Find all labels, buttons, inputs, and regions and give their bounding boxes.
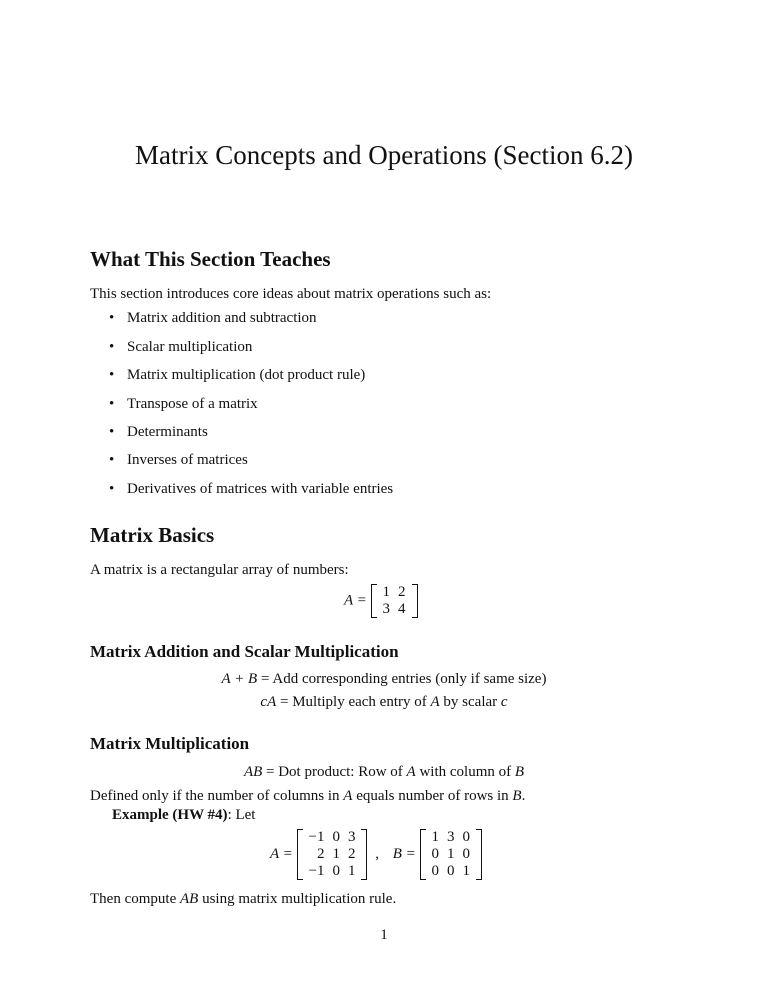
scalar-rule: cA = Multiply each entry of A by scalar c	[260, 694, 508, 710]
list-item: • Scalar multiplication	[112, 339, 252, 356]
list-item: • Matrix addition and subtraction	[112, 310, 317, 327]
matrix-table: 1 2 3 4	[382, 584, 406, 617]
section-intro: This section introduces core ideas about matrix operations such as:	[90, 286, 492, 302]
matrix-A	[297, 829, 368, 880]
section-heading-what-this-section-teaches: What This Section Teaches	[90, 247, 331, 271]
matrix-A	[371, 584, 418, 618]
example-matrices	[270, 829, 482, 880]
example-conclusion: Then compute AB using matrix multiplication rule.	[90, 891, 397, 907]
matrix-table: −1 0 3 2 1 2 −1 0 1	[308, 829, 356, 879]
right-bracket	[361, 829, 367, 880]
matrix-a-display	[344, 584, 418, 618]
list-item: • Transpose of a matrix	[112, 396, 258, 413]
section-heading-addition-scalar: Matrix Addition and Scalar Multiplication	[90, 642, 399, 661]
matrix-label: A =	[270, 846, 293, 862]
matrix-B	[420, 829, 483, 880]
section-heading-matrix-basics: Matrix Basics	[90, 523, 215, 547]
section-heading-matrix-multiplication: Matrix Multiplication	[90, 734, 250, 753]
left-bracket	[297, 829, 303, 880]
left-bracket	[371, 584, 377, 618]
separator: ,	[375, 846, 379, 862]
multiplication-rule: AB = Dot product: Row of A with column of B	[243, 764, 525, 780]
defined-condition: Defined only if the number of columns in A equals number of rows in B.	[90, 788, 526, 804]
matrix-table: 1 3 0 0 1 0 0 0 1	[431, 829, 471, 879]
list-item: • Matrix multiplication (dot product rule)	[112, 367, 365, 384]
list-item: • Determinants	[112, 424, 208, 441]
right-bracket	[412, 584, 418, 618]
matrix-label: A =	[344, 592, 367, 609]
right-bracket	[476, 829, 482, 880]
page-title: Matrix Concepts and Operations (Section 6.2)	[135, 140, 633, 170]
left-bracket	[420, 829, 426, 880]
page-number: 1	[380, 927, 388, 943]
list-item: • Inverses of matrices	[112, 452, 248, 469]
matrix-label: B =	[392, 846, 416, 862]
list-item: • Derivatives of matrices with variable entries	[112, 481, 393, 498]
addition-rule: A + B = Add corresponding entries (only if same size)	[221, 671, 547, 687]
example-label: Example (HW #4)	[112, 807, 228, 823]
example-intro: Example (HW #4): Let	[112, 807, 256, 823]
section-intro: A matrix is a rectangular array of numbers:	[90, 562, 349, 578]
